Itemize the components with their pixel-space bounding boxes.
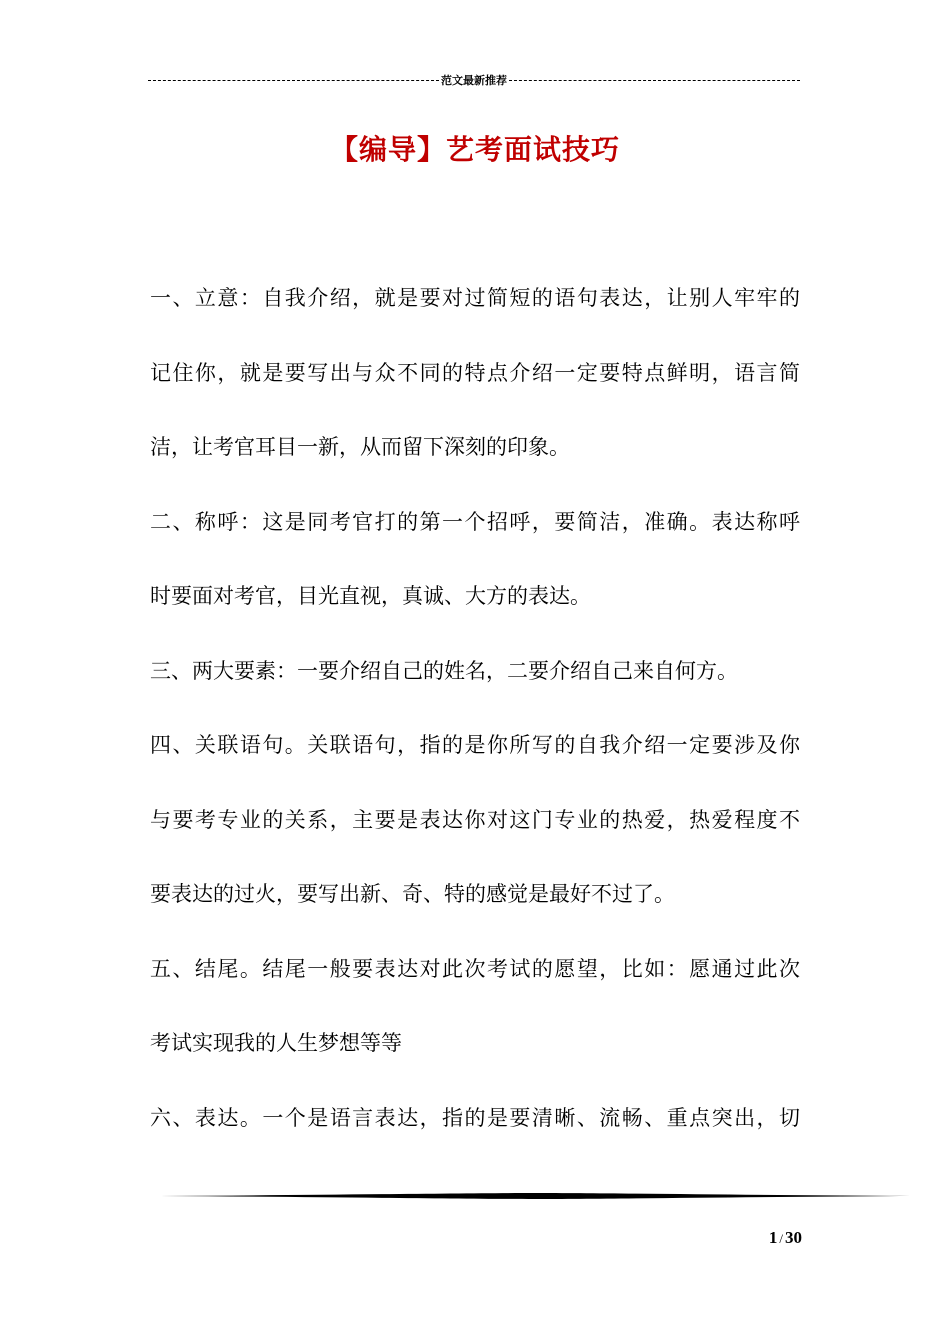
document-body — [150, 278, 800, 1172]
header-dash-right — [509, 80, 800, 81]
page-number — [740, 1228, 802, 1248]
body-line: 二、称呼：这是同考官打的第一个招呼，要简洁，准确。表达称呼 — [150, 509, 800, 534]
header-dash-left — [148, 80, 439, 81]
document-title: 【编导】艺考面试技巧 — [329, 133, 620, 166]
footer-rule — [160, 1192, 910, 1200]
body-line: 记住你，就是要写出与众不同的特点介绍一定要特点鲜明，语言简 — [150, 360, 800, 385]
body-line: 三、两大要素：一要介绍自己的姓名，二要介绍自己来自何方。 — [150, 658, 738, 683]
page-header — [148, 70, 800, 90]
page-total: 30 — [785, 1228, 802, 1247]
page-separator: / — [779, 1231, 783, 1246]
body-line: 五、结尾。结尾一般要表达对此次考试的愿望，比如：愿通过此次 — [150, 956, 800, 981]
header-label: 范文最新推荐 — [441, 75, 507, 87]
body-line: 考试实现我的人生梦想等等 — [150, 1031, 402, 1055]
body-line: 与要考专业的关系，主要是表达你对这门专业的热爱，热爱程度不 — [150, 807, 800, 832]
body-line: 洁，让考官耳目一新，从而留下深刻的印象。 — [150, 435, 570, 459]
page-current: 1 — [768, 1228, 778, 1247]
body-line: 六、表达。一个是语言表达，指的是要清晰、流畅、重点突出，切 — [150, 1105, 800, 1130]
body-line: 四、关联语句。关联语句，指的是你所写的自我介绍一定要涉及你 — [150, 733, 800, 757]
body-line: 要表达的过火，要写出新、奇、特的感觉是最好不过了。 — [150, 882, 675, 906]
body-line: 一、立意：自我介绍，就是要对过简短的语句表达，让别人牢牢的 — [150, 286, 800, 310]
body-line: 时要面对考官，目光直视，真诚、大方的表达。 — [150, 584, 591, 608]
